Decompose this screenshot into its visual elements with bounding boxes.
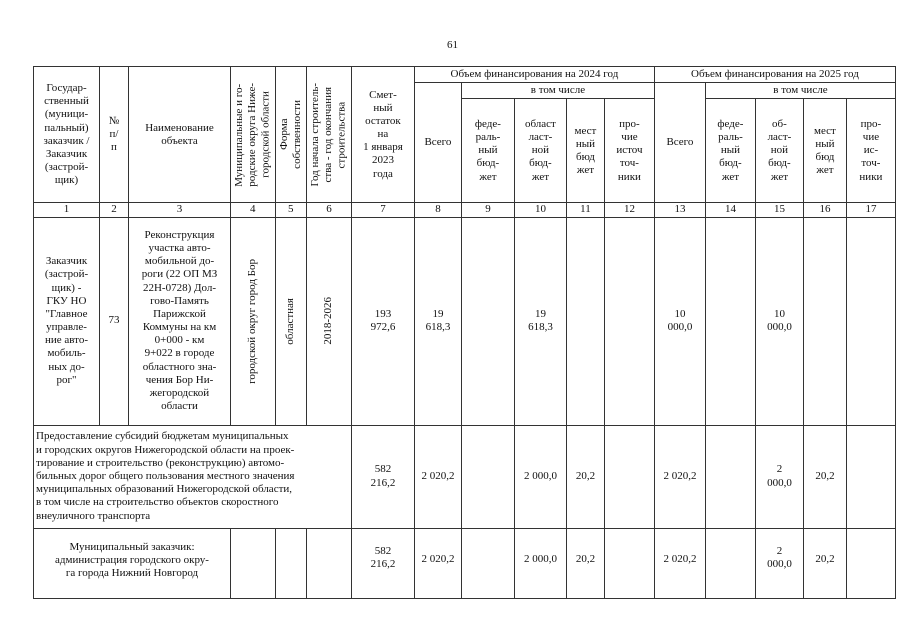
- header-estimate: Смет- ный остаток на 1 января 2023 года: [351, 67, 414, 203]
- header-num: № п/ п: [100, 67, 129, 203]
- header-other-2025: про- чие ис- точ- ники: [846, 99, 895, 203]
- row-estimate: 193 972,6: [351, 217, 414, 425]
- header-total-2024: Всего: [414, 83, 461, 203]
- header-local-2025: мест ный бюд жет: [803, 99, 846, 203]
- header-including-2024: в том числе: [461, 83, 654, 99]
- municipal-federal-2025: [705, 528, 755, 598]
- municipal-regional-2025: 2 000,0: [755, 528, 803, 598]
- municipal-federal-2024: [461, 528, 514, 598]
- subsidy-other-2024: [604, 425, 654, 528]
- column-number: 5: [275, 203, 306, 217]
- header-local-2024: мест ный бюд жет: [566, 99, 604, 203]
- column-number-row: [34, 203, 896, 217]
- header-other-2024: про- чие источ точ- ники: [604, 99, 654, 203]
- subsidy-row: [34, 425, 896, 528]
- header-ownership-text: Форма собственности: [277, 100, 303, 170]
- subsidy-local-2025: 20,2: [803, 425, 846, 528]
- header-regional-2025: об- ласт- ной бюд- жет: [755, 99, 803, 203]
- municipal-years: [306, 528, 351, 598]
- subsidy-description: Предоставление субсидий бюджетам муниципальных и городских округов Нижегородской области на проек- тирование и строительство (реконструкцию) автомо- бильных дорог общего пользования местного значения муниципальных образований Нижегородской области, в том числе на строительство объектов скоростного внеуличного транспорта: [34, 425, 352, 528]
- municipal-row: [34, 528, 896, 598]
- column-number: 12: [604, 203, 654, 217]
- subsidy-federal-2024: [461, 425, 514, 528]
- column-number: 3: [129, 203, 231, 217]
- municipal-estimate: 582 216,2: [351, 528, 414, 598]
- row-federal-2025: [705, 217, 755, 425]
- header-years: [306, 67, 351, 203]
- header-federal-2024: феде- раль- ный бюд- жет: [461, 99, 514, 203]
- row-ownership: [275, 217, 306, 425]
- subsidy-total-2025: 2 020,2: [654, 425, 705, 528]
- subsidy-regional-2024: 2 000,0: [514, 425, 566, 528]
- row-num: 73: [100, 217, 129, 425]
- subsidy-total-2024: 2 020,2: [414, 425, 461, 528]
- column-number: 17: [846, 203, 895, 217]
- row-regional-2024: 19 618,3: [514, 217, 566, 425]
- municipal-ownership: [275, 528, 306, 598]
- column-number: 10: [514, 203, 566, 217]
- header-municipality-text: Муниципальные и го- родские округа Ниже- городской области: [233, 82, 272, 187]
- municipal-local-2024: 20,2: [566, 528, 604, 598]
- row-customer: Заказчик (застрой- щик) - ГКУ НО "Главное управле- ние авто- мобиль- ных до- рог": [34, 217, 100, 425]
- row-federal-2024: [461, 217, 514, 425]
- municipal-other-2024: [604, 528, 654, 598]
- header-object-name: Наименование объекта: [129, 67, 231, 203]
- row-ownership-text: областная: [284, 297, 297, 345]
- column-number: 14: [705, 203, 755, 217]
- column-number: 11: [566, 203, 604, 217]
- municipal-municipality: [231, 528, 276, 598]
- header-funding-2025: Объем финансирования на 2025 год: [654, 67, 895, 83]
- municipal-total-2024: 2 020,2: [414, 528, 461, 598]
- row-local-2024: [566, 217, 604, 425]
- row-regional-2025: 10 000,0: [755, 217, 803, 425]
- row-years-text: 2018-2026: [322, 297, 335, 345]
- subsidy-local-2024: 20,2: [566, 425, 604, 528]
- header-funding-2024: Объем финансирования на 2024 год: [414, 67, 654, 83]
- column-number: 13: [654, 203, 705, 217]
- municipal-description: Муниципальный заказчик: администрация городского окру- га города Нижний Новгород: [34, 528, 231, 598]
- column-number: 8: [414, 203, 461, 217]
- header-federal-2025: феде- раль- ный бюд- жет: [705, 99, 755, 203]
- header-regional-2024: област ласт- ной бюд- жет: [514, 99, 566, 203]
- column-number: 4: [231, 203, 276, 217]
- row-municipality: [231, 217, 276, 425]
- column-number: 15: [755, 203, 803, 217]
- column-number: 2: [100, 203, 129, 217]
- row-local-2025: [803, 217, 846, 425]
- subsidy-regional-2025: 2 000,0: [755, 425, 803, 528]
- column-number: 1: [34, 203, 100, 217]
- header-ownership: [275, 67, 306, 203]
- funding-table: [33, 66, 896, 599]
- municipal-regional-2024: 2 000,0: [514, 528, 566, 598]
- header-including-2025: в том числе: [705, 83, 895, 99]
- row-total-2025: 10 000,0: [654, 217, 705, 425]
- header-years-text: Год начала строитель- ства - год окончания строительства: [309, 82, 348, 187]
- municipal-local-2025: 20,2: [803, 528, 846, 598]
- page-number: 61: [447, 39, 458, 51]
- table-row: [34, 217, 896, 425]
- column-number: 6: [306, 203, 351, 217]
- row-other-2025: [846, 217, 895, 425]
- header-customer: Государ- ственный (муници- пальный) заказчик / Заказчик (застрой- щик): [34, 67, 100, 203]
- row-municipality-text: городской округ город Бор: [246, 258, 259, 384]
- row-years: [306, 217, 351, 425]
- municipal-other-2025: [846, 528, 895, 598]
- column-number: 7: [351, 203, 414, 217]
- header-municipality: [231, 67, 276, 203]
- row-other-2024: [604, 217, 654, 425]
- header-total-2025: Всего: [654, 83, 705, 203]
- subsidy-other-2025: [846, 425, 895, 528]
- subsidy-federal-2025: [705, 425, 755, 528]
- column-number: 16: [803, 203, 846, 217]
- subsidy-estimate: 582 216,2: [351, 425, 414, 528]
- municipal-total-2025: 2 020,2: [654, 528, 705, 598]
- row-object-name: Реконструкция участка авто- мобильной до- роги (22 ОП МЗ 22Н-0728) Дол- гово-Память Парижской Коммуны на км 0+000 - км 9+022 в городе областного зна- чения Бор Ни- жегородской области: [129, 217, 231, 425]
- row-total-2024: 19 618,3: [414, 217, 461, 425]
- column-number: 9: [461, 203, 514, 217]
